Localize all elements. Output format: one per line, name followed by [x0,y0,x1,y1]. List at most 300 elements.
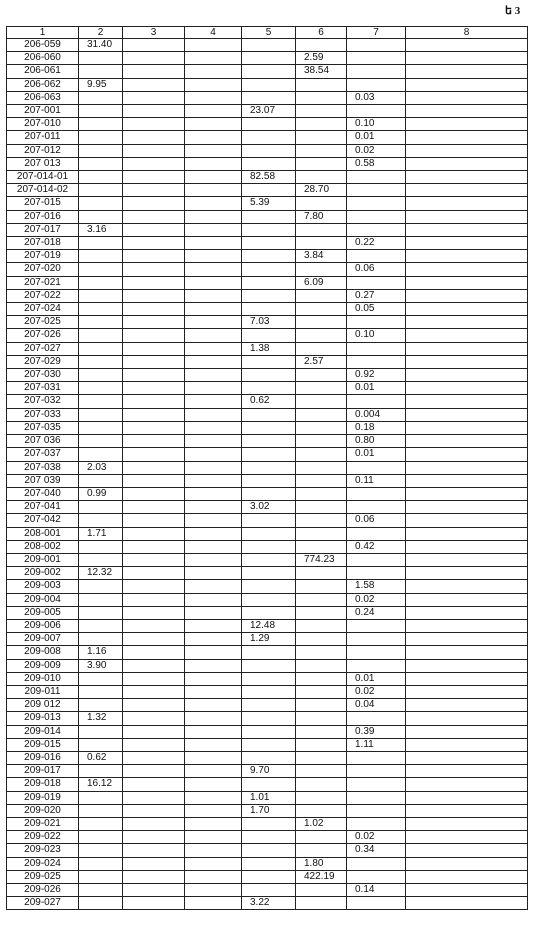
parcel-code-cell: 207-035 [7,421,79,434]
column-4-cell [185,646,242,659]
parcel-code-cell: 209-014 [7,725,79,738]
column-4-cell [185,659,242,672]
column-header-4: 4 [185,27,242,39]
parcel-code-cell: 209-003 [7,580,79,593]
column-3-cell [123,540,185,553]
parcel-code-cell: 208-001 [7,527,79,540]
column-3-cell [123,157,185,170]
column-6-cell [296,157,347,170]
column-6-cell [296,369,347,382]
column-5-cell: 3.22 [242,897,296,910]
column-3-cell [123,65,185,78]
column-2-cell [79,250,123,263]
table-row [7,171,528,184]
column-6-cell [296,461,347,474]
column-4-cell [185,184,242,197]
column-2-cell [79,237,123,250]
column-2-cell [79,817,123,830]
column-3-cell [123,804,185,817]
column-5-cell [242,884,296,897]
column-5-cell: 5.39 [242,197,296,210]
column-6-cell [296,501,347,514]
column-7-cell: 0.04 [347,699,406,712]
parcel-code-cell: 206-060 [7,52,79,65]
column-8-cell [406,725,528,738]
column-8-cell [406,487,528,500]
column-8-cell [406,527,528,540]
column-8-cell [406,39,528,52]
column-3-cell [123,237,185,250]
column-3-cell [123,884,185,897]
column-7-cell [347,342,406,355]
table-row [7,606,528,619]
column-8-cell [406,91,528,104]
column-7-cell: 0.004 [347,408,406,421]
parcel-code-cell: 208-002 [7,540,79,553]
column-2-cell [79,276,123,289]
column-6-cell [296,659,347,672]
column-6-cell: 1.02 [296,817,347,830]
column-8-cell [406,857,528,870]
column-5-cell [242,369,296,382]
table-row [7,342,528,355]
column-5-cell: 0.62 [242,395,296,408]
column-4-cell [185,250,242,263]
column-5-cell: 82.58 [242,171,296,184]
parcel-code-cell: 207-042 [7,514,79,527]
table-row [7,157,528,170]
column-3-cell [123,870,185,883]
column-6-cell [296,527,347,540]
column-4-cell [185,593,242,606]
parcel-code-cell: 207-010 [7,118,79,131]
column-5-cell [242,751,296,764]
column-5-cell [242,276,296,289]
column-8-cell [406,52,528,65]
column-8-cell [406,659,528,672]
column-7-cell: 0.01 [347,448,406,461]
column-2-cell [79,289,123,302]
column-8-cell [406,897,528,910]
column-2-cell: 16.12 [79,778,123,791]
table-row [7,289,528,302]
column-2-cell [79,606,123,619]
column-3-cell [123,131,185,144]
column-3-cell [123,289,185,302]
column-5-cell: 3.02 [242,501,296,514]
column-6-cell [296,567,347,580]
column-7-cell [347,105,406,118]
table-row [7,778,528,791]
table-row [7,237,528,250]
column-2-cell: 9.95 [79,78,123,91]
column-4-cell [185,870,242,883]
parcel-code-cell: 209-018 [7,778,79,791]
column-3-cell [123,672,185,685]
column-5-cell [242,39,296,52]
column-3-cell [123,303,185,316]
column-5-cell: 23.07 [242,105,296,118]
column-2-cell [79,633,123,646]
column-5-cell [242,65,296,78]
parcel-code-cell: 209 012 [7,699,79,712]
column-4-cell [185,514,242,527]
column-4-cell [185,289,242,302]
column-8-cell [406,342,528,355]
page-number: ե 3 [505,5,521,17]
column-8-cell [406,408,528,421]
column-5-cell [242,738,296,751]
column-8-cell [406,884,528,897]
column-2-cell [79,184,123,197]
column-7-cell [347,223,406,236]
column-3-cell [123,329,185,342]
column-6-cell [296,197,347,210]
column-7-cell: 0.02 [347,593,406,606]
parcel-code-cell: 207 013 [7,157,79,170]
table-row [7,791,528,804]
column-6-cell: 6.09 [296,276,347,289]
column-7-cell [347,184,406,197]
column-2-cell [79,131,123,144]
column-5-cell [242,237,296,250]
column-3-cell [123,105,185,118]
column-7-cell: 0.39 [347,725,406,738]
column-2-cell [79,501,123,514]
column-8-cell [406,421,528,434]
table-row [7,52,528,65]
column-7-cell: 0.02 [347,685,406,698]
column-2-cell [79,118,123,131]
column-2-cell [79,210,123,223]
column-2-cell [79,316,123,329]
column-5-cell [242,870,296,883]
column-6-cell [296,144,347,157]
column-4-cell [185,408,242,421]
column-5-cell [242,263,296,276]
parcel-code-cell: 206-063 [7,91,79,104]
column-6-cell [296,395,347,408]
column-4-cell [185,131,242,144]
parcel-code-cell: 209-001 [7,553,79,566]
table-row [7,751,528,764]
column-6-cell [296,316,347,329]
column-5-cell [242,580,296,593]
parcel-code-cell: 209-002 [7,567,79,580]
column-4-cell [185,461,242,474]
column-5-cell [242,712,296,725]
column-7-cell [347,791,406,804]
parcel-code-cell: 209-021 [7,817,79,830]
column-3-cell [123,791,185,804]
column-8-cell [406,501,528,514]
column-5-cell [242,659,296,672]
table-row [7,553,528,566]
parcel-code-cell: 207-016 [7,210,79,223]
column-3-cell [123,646,185,659]
column-5-cell [242,223,296,236]
column-6-cell [296,831,347,844]
column-7-cell: 0.80 [347,435,406,448]
table-row [7,699,528,712]
parcel-code-cell: 206-059 [7,39,79,52]
parcel-code-cell: 207-017 [7,223,79,236]
column-4-cell [185,567,242,580]
column-3-cell [123,725,185,738]
column-7-cell: 0.06 [347,514,406,527]
column-4-cell [185,303,242,316]
column-5-cell [242,487,296,500]
column-3-cell [123,487,185,500]
column-4-cell [185,316,242,329]
column-3-cell [123,553,185,566]
column-6-cell [296,303,347,316]
column-8-cell [406,672,528,685]
column-3-cell [123,171,185,184]
column-2-cell [79,157,123,170]
column-2-cell [79,329,123,342]
column-4-cell [185,791,242,804]
column-7-cell [347,78,406,91]
column-6-cell [296,342,347,355]
column-6-cell [296,435,347,448]
column-4-cell [185,369,242,382]
column-5-cell [242,699,296,712]
parcel-code-cell: 209-015 [7,738,79,751]
table-row [7,712,528,725]
column-6-cell [296,593,347,606]
column-6-cell [296,263,347,276]
column-8-cell [406,540,528,553]
parcel-code-cell: 207-038 [7,461,79,474]
column-7-cell: 0.02 [347,144,406,157]
column-4-cell [185,355,242,368]
column-2-cell [79,897,123,910]
column-4-cell [185,144,242,157]
table-row [7,725,528,738]
column-7-cell [347,553,406,566]
column-4-cell [185,395,242,408]
column-3-cell [123,527,185,540]
column-5-cell [242,408,296,421]
column-8-cell [406,263,528,276]
column-6-cell: 2.59 [296,52,347,65]
column-header-7: 7 [347,27,406,39]
column-3-cell [123,685,185,698]
parcel-code-cell: 207 039 [7,474,79,487]
parcel-code-cell: 207-019 [7,250,79,263]
column-7-cell [347,39,406,52]
column-4-cell [185,540,242,553]
column-8-cell [406,712,528,725]
column-5-cell: 1.01 [242,791,296,804]
table-row [7,857,528,870]
column-3-cell [123,395,185,408]
column-6-cell [296,738,347,751]
column-6-cell [296,646,347,659]
column-5-cell [242,184,296,197]
column-7-cell [347,897,406,910]
column-3-cell [123,118,185,131]
column-6-cell [296,633,347,646]
column-3-cell [123,210,185,223]
column-8-cell [406,276,528,289]
column-7-cell: 1.58 [347,580,406,593]
column-6-cell [296,765,347,778]
column-2-cell [79,804,123,817]
parcel-code-cell: 207-025 [7,316,79,329]
table-row [7,540,528,553]
column-7-cell [347,65,406,78]
column-3-cell [123,382,185,395]
table-row [7,831,528,844]
parcel-code-cell: 207-029 [7,355,79,368]
parcel-code-cell: 209-004 [7,593,79,606]
column-4-cell [185,105,242,118]
table-row [7,461,528,474]
column-3-cell [123,408,185,421]
column-3-cell [123,461,185,474]
column-7-cell [347,567,406,580]
column-3-cell [123,250,185,263]
column-4-cell [185,118,242,131]
column-5-cell [242,725,296,738]
column-8-cell [406,382,528,395]
column-7-cell [347,197,406,210]
column-7-cell [347,276,406,289]
column-2-cell [79,395,123,408]
column-7-cell [347,659,406,672]
column-4-cell [185,210,242,223]
column-5-cell: 12.48 [242,619,296,632]
column-6-cell [296,514,347,527]
column-5-cell [242,144,296,157]
column-7-cell: 0.92 [347,369,406,382]
column-4-cell [185,738,242,751]
column-2-cell [79,619,123,632]
column-3-cell [123,91,185,104]
column-7-cell: 0.14 [347,884,406,897]
table-row [7,844,528,857]
column-2-cell [79,514,123,527]
column-3-cell [123,184,185,197]
parcel-code-cell: 207-014-02 [7,184,79,197]
column-2-cell [79,725,123,738]
column-7-cell: 0.34 [347,844,406,857]
table-row [7,884,528,897]
column-7-cell [347,250,406,263]
column-4-cell [185,39,242,52]
column-4-cell [185,527,242,540]
column-5-cell: 1.38 [242,342,296,355]
column-6-cell [296,421,347,434]
column-4-cell [185,474,242,487]
column-7-cell [347,395,406,408]
column-4-cell [185,501,242,514]
column-8-cell [406,369,528,382]
column-2-cell [79,408,123,421]
table-body [7,39,528,910]
table-row [7,567,528,580]
column-2-cell [79,52,123,65]
table-row [7,78,528,91]
column-5-cell [242,844,296,857]
column-7-cell: 0.10 [347,118,406,131]
column-5-cell [242,382,296,395]
column-3-cell [123,738,185,751]
column-7-cell [347,633,406,646]
column-2-cell: 0.99 [79,487,123,500]
column-6-cell: 2.57 [296,355,347,368]
column-5-cell [242,91,296,104]
parcel-code-cell: 209-006 [7,619,79,632]
column-8-cell [406,329,528,342]
parcel-code-cell: 207-024 [7,303,79,316]
column-5-cell [242,157,296,170]
table-row [7,276,528,289]
column-7-cell [347,487,406,500]
parcel-code-cell: 209-025 [7,870,79,883]
column-7-cell: 0.11 [347,474,406,487]
column-5-cell: 1.70 [242,804,296,817]
column-3-cell [123,474,185,487]
column-7-cell [347,870,406,883]
column-5-cell [242,593,296,606]
parcel-code-cell: 209-022 [7,831,79,844]
column-7-cell: 0.01 [347,131,406,144]
parcel-code-cell: 207-020 [7,263,79,276]
column-2-cell [79,672,123,685]
parcel-code-cell: 209-007 [7,633,79,646]
column-7-cell: 0.03 [347,91,406,104]
column-6-cell [296,606,347,619]
column-5-cell [242,778,296,791]
column-5-cell [242,672,296,685]
column-6-cell [296,540,347,553]
column-6-cell [296,699,347,712]
column-7-cell: 0.24 [347,606,406,619]
column-3-cell [123,316,185,329]
column-7-cell [347,646,406,659]
parcel-code-cell: 209-019 [7,791,79,804]
table-row [7,91,528,104]
column-4-cell [185,633,242,646]
column-2-cell [79,435,123,448]
column-7-cell [347,355,406,368]
column-3-cell [123,144,185,157]
column-3-cell [123,857,185,870]
parcel-code-cell: 207-032 [7,395,79,408]
column-6-cell [296,712,347,725]
column-7-cell [347,751,406,764]
column-3-cell [123,369,185,382]
column-6-cell [296,778,347,791]
column-8-cell [406,791,528,804]
column-8-cell [406,738,528,751]
column-8-cell [406,831,528,844]
table-row [7,316,528,329]
column-header-3: 3 [123,27,185,39]
table-row [7,514,528,527]
column-5-cell [242,355,296,368]
column-5-cell [242,303,296,316]
parcel-code-cell: 207-011 [7,131,79,144]
column-2-cell [79,171,123,184]
table-row [7,303,528,316]
parcel-code-cell: 206-062 [7,78,79,91]
column-6-cell [296,619,347,632]
parcel-code-cell: 207-021 [7,276,79,289]
